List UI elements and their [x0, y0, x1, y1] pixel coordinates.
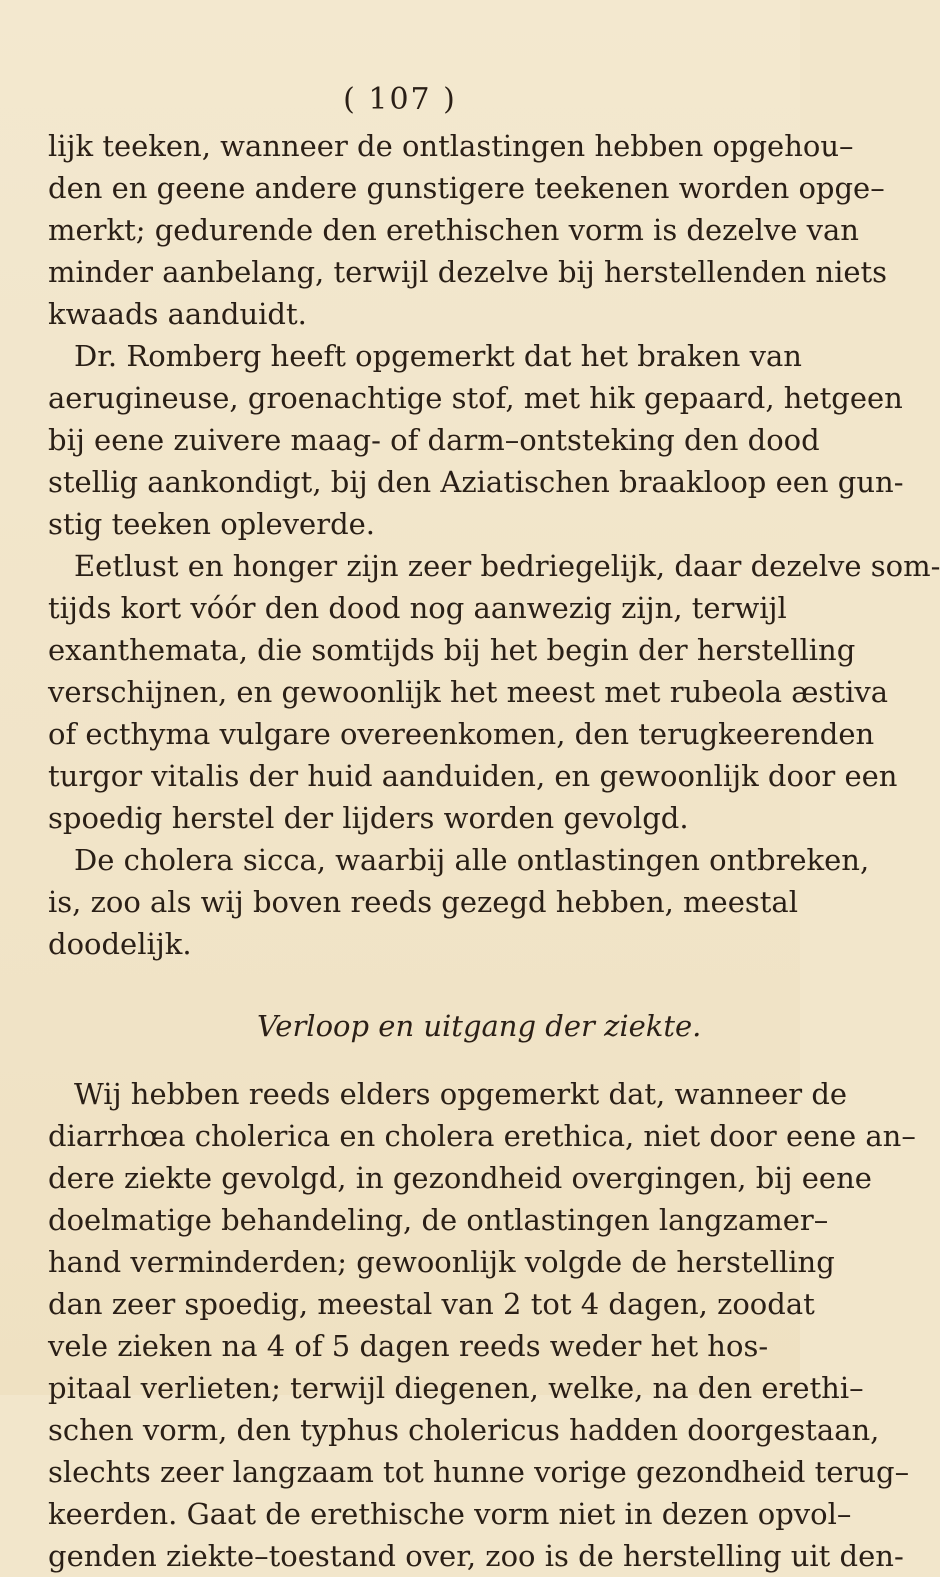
text-line: verschijnen, en gewoonlijk het meest met rubeola æstiva	[48, 675, 889, 709]
text-line: dan zeer spoedig, meestal van 2 tot 4 dagen, zoodat	[48, 1287, 815, 1321]
text-line: stig teeken opleverde.	[48, 507, 376, 541]
text-line: schen vorm, den typhus cholericus hadden doorgestaan,	[48, 1413, 880, 1447]
text-line: De cholera sicca, waarbij alle ontlastingen ontbreken,	[74, 843, 870, 877]
text-line: hand verminderden; gewoonlijk volgde de herstelling	[48, 1245, 835, 1279]
text-line: doelmatige behandeling, de ontlastingen langzamer–	[48, 1203, 829, 1237]
text-line: den en geene andere gunstigere teekenen worden opge–	[48, 171, 885, 205]
body-text	[48, 125, 940, 1577]
text-line: pitaal verlieten; terwijl diegenen, welke, na den erethi–	[48, 1371, 864, 1405]
text-line: lijk teeken, wanneer de ontlastingen hebben opgehou–	[48, 129, 854, 163]
text-line: Dr. Romberg heeft opgemerkt dat het braken van	[74, 339, 802, 373]
text-line: keerden. Gaat de erethische vorm niet in dezen opvol–	[48, 1497, 852, 1531]
text-line: diarrhœa cholerica en cholera erethica, niet door eene an–	[48, 1119, 916, 1153]
text-line: tijds kort vóór den dood nog aanwezig zijn, terwijl	[48, 591, 787, 625]
text-line: minder aanbelang, terwijl dezelve bij herstellenden niets	[48, 255, 888, 289]
text-line: spoedig herstel der lijders worden gevolgd.	[48, 801, 689, 835]
text-line: Eetlust en honger zijn zeer bedriegelijk, daar dezelve som-	[74, 549, 940, 583]
text-line: dere ziekte gevolgd, in gezondheid overgingen, bij eene	[48, 1161, 872, 1195]
text-line: of ecthyma vulgare overeenkomen, den terugkeerenden	[48, 717, 875, 751]
text-line: turgor vitalis der huid aanduiden, en gewoonlijk door een	[48, 759, 898, 793]
text-line: slechts zeer langzaam tot hunne vorige gezondheid terug–	[48, 1455, 910, 1489]
text-line: genden ziekte–toestand over, zoo is de herstelling uit den-	[48, 1539, 904, 1573]
text-line: vele zieken na 4 of 5 dagen reeds weder het hos-	[48, 1329, 769, 1363]
text-line: merkt; gedurende den erethischen vorm is dezelve van	[48, 213, 859, 247]
text-line: aerugineuse, groenachtige stof, met hik gepaard, hetgeen	[48, 381, 903, 415]
text-line: stellig aankondigt, bij den Aziatischen braakloop een gun-	[48, 465, 904, 499]
text-line: doodelijk.	[48, 927, 192, 961]
text-line: kwaads aanduidt.	[48, 297, 307, 331]
text-line: bij eene zuivere maag- of darm–ontsteking den dood	[48, 423, 820, 457]
page-number: ( 107 )	[343, 82, 457, 117]
text-line: exanthemata, die somtijds bij het begin der herstelling	[48, 633, 856, 667]
text-line: Wij hebben reeds elders opgemerkt dat, wanneer de	[74, 1077, 848, 1111]
section-heading: Verloop en uitgang der ziekte.	[257, 1009, 702, 1043]
text-line: is, zoo als wij boven reeds gezegd hebben, meestal	[48, 885, 798, 919]
